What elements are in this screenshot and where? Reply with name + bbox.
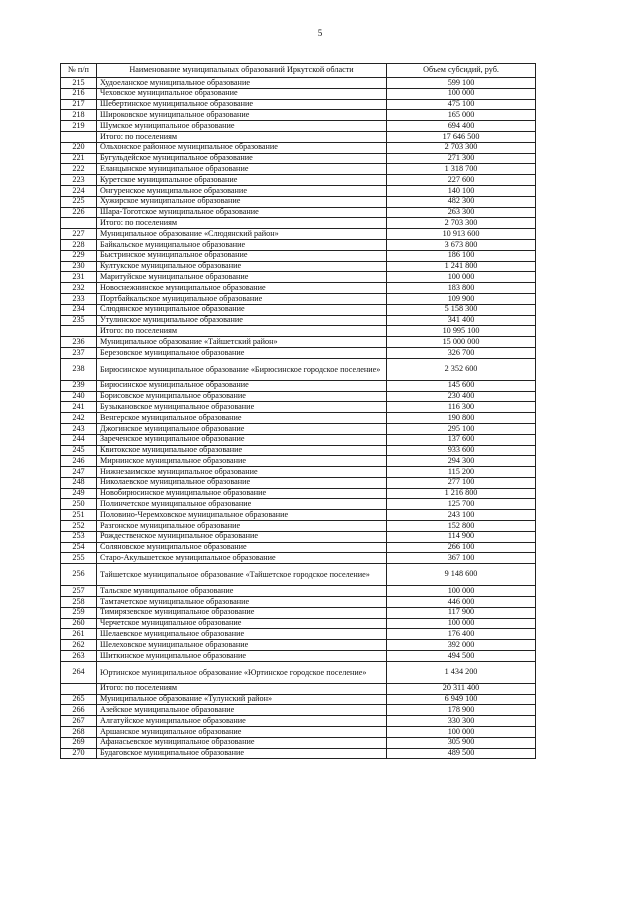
row-number-cell: 238 (61, 358, 97, 380)
table-row-total (61, 683, 536, 694)
row-amount-cell: 933 600 (387, 445, 536, 456)
table-body (61, 78, 536, 759)
row-number-cell: 232 (61, 283, 97, 294)
row-number-cell: 266 (61, 705, 97, 716)
row-amount-cell: 114 900 (387, 531, 536, 542)
row-amount-cell: 494 500 (387, 651, 536, 662)
row-name-cell: Хужирское муниципальное образование (97, 196, 387, 207)
table-row (61, 748, 536, 759)
row-name-cell: Куретское муниципальное образование (97, 175, 387, 186)
table-row (61, 347, 536, 358)
row-name-cell: Алгатуйское муниципальное образование (97, 716, 387, 727)
row-number-cell: 267 (61, 716, 97, 727)
row-amount-cell: 17 646 500 (387, 131, 536, 142)
row-name-cell: Тайшетское муниципальное образование «Тайшетское городское поселение» (97, 564, 387, 586)
row-amount-cell: 1 434 200 (387, 661, 536, 683)
row-amount-cell: 243 100 (387, 510, 536, 521)
row-name-cell: Бирюсинское муниципальное образование «Бирюсинское городское поселение» (97, 358, 387, 380)
row-number-cell: 218 (61, 110, 97, 121)
table-row (61, 597, 536, 608)
row-amount-cell: 117 900 (387, 607, 536, 618)
row-number-cell: 253 (61, 531, 97, 542)
row-amount-cell: 367 100 (387, 553, 536, 564)
table-row (61, 521, 536, 532)
row-name-cell: Маритуйское муниципальное образование (97, 272, 387, 283)
row-name-cell: Борисовское муниципальное образование (97, 391, 387, 402)
row-name-cell: Муниципальное образование «Тайшетский район» (97, 337, 387, 348)
row-name-cell: Половино-Черемховское муниципальное образование (97, 510, 387, 521)
table-row (61, 413, 536, 424)
row-amount-cell: 3 673 800 (387, 239, 536, 250)
row-amount-cell: 489 500 (387, 748, 536, 759)
row-amount-cell: 326 700 (387, 347, 536, 358)
table-header-row (61, 64, 536, 78)
table-row (61, 88, 536, 99)
table-row (61, 542, 536, 553)
table-row (61, 337, 536, 348)
row-name-cell: Квитокское муниципальное образование (97, 445, 387, 456)
row-amount-cell: 9 148 600 (387, 564, 536, 586)
row-amount-cell: 100 000 (387, 727, 536, 738)
row-amount-cell: 341 400 (387, 315, 536, 326)
row-amount-cell: 2 352 600 (387, 358, 536, 380)
row-name-cell: Бугульдейское муниципальное образование (97, 153, 387, 164)
row-name-cell: Венгерское муниципальное образование (97, 413, 387, 424)
row-name-cell: Соляновское муниципальное образование (97, 542, 387, 553)
row-amount-cell: 295 100 (387, 423, 536, 434)
row-name-cell: Березовское муниципальное образование (97, 347, 387, 358)
row-amount-cell: 115 200 (387, 467, 536, 478)
row-name-cell: Шара-Тоготское муниципальное образование (97, 207, 387, 218)
row-name-cell: Итого: по поселениям (97, 131, 387, 142)
page-number: 5 (317, 28, 323, 38)
row-name-cell: Муниципальное образование «Слюдянский район» (97, 229, 387, 240)
row-name-cell: Азейское муниципальное образование (97, 705, 387, 716)
row-number-cell: 261 (61, 629, 97, 640)
row-amount-cell: 5 158 300 (387, 304, 536, 315)
row-name-cell: Черчетское муниципальное образование (97, 618, 387, 629)
row-name-cell: Байкальское муниципальное образование (97, 239, 387, 250)
row-amount-cell: 475 100 (387, 99, 536, 110)
row-number-cell: 236 (61, 337, 97, 348)
table-row (61, 293, 536, 304)
row-number-cell: 219 (61, 121, 97, 132)
row-name-cell: Старо-Акульшетское муниципальное образование (97, 553, 387, 564)
row-number-cell: 215 (61, 78, 97, 89)
row-name-cell: Бирюсинское муниципальное образование (97, 380, 387, 391)
table-row (61, 727, 536, 738)
header-num: № п/п (61, 64, 97, 78)
row-name-cell: Итого: по поселениям (97, 218, 387, 229)
row-amount-cell: 165 000 (387, 110, 536, 121)
table-row (61, 488, 536, 499)
table-row (61, 283, 536, 294)
table-row (61, 164, 536, 175)
row-amount-cell: 190 800 (387, 413, 536, 424)
table-row (61, 445, 536, 456)
row-number-cell: 221 (61, 153, 97, 164)
row-amount-cell: 392 000 (387, 640, 536, 651)
row-number-cell: 247 (61, 467, 97, 478)
row-name-cell: Юртинское муниципальное образование «Юртинское городское поселение» (97, 661, 387, 683)
row-name-cell: Полинчетское муниципальное образование (97, 499, 387, 510)
table-row (61, 456, 536, 467)
table-row (61, 477, 536, 488)
row-number-cell: 270 (61, 748, 97, 759)
row-name-cell: Ольхонское районное муниципальное образование (97, 142, 387, 153)
table-row (61, 510, 536, 521)
row-number-cell: 263 (61, 651, 97, 662)
header-amount: Объем субсидий, руб. (387, 64, 536, 78)
table-row (61, 553, 536, 564)
row-number-cell: 243 (61, 423, 97, 434)
row-name-cell: Тимирязевское муниципальное образование (97, 607, 387, 618)
table-row (61, 651, 536, 662)
table-row (61, 358, 536, 380)
table-row-total (61, 326, 536, 337)
row-amount-cell: 116 300 (387, 402, 536, 413)
row-amount-cell: 305 900 (387, 737, 536, 748)
row-amount-cell: 294 300 (387, 456, 536, 467)
table-row (61, 705, 536, 716)
row-amount-cell: 2 703 300 (387, 218, 536, 229)
table-row (61, 737, 536, 748)
row-amount-cell: 100 000 (387, 272, 536, 283)
row-name-cell: Утулинское муниципальное образование (97, 315, 387, 326)
table-row (61, 185, 536, 196)
row-name-cell: Култукское муниципальное образование (97, 261, 387, 272)
row-amount-cell: 277 100 (387, 477, 536, 488)
row-name-cell: Шиткинское муниципальное образование (97, 651, 387, 662)
table-row (61, 110, 536, 121)
row-name-cell: Шебертинское муниципальное образование (97, 99, 387, 110)
row-amount-cell: 10 995 100 (387, 326, 536, 337)
row-number-cell: 216 (61, 88, 97, 99)
row-number-cell: 256 (61, 564, 97, 586)
row-name-cell: Онгуренское муниципальное образование (97, 185, 387, 196)
row-number-cell: 254 (61, 542, 97, 553)
row-amount-cell: 1 216 800 (387, 488, 536, 499)
row-name-cell: Муниципальное образование «Тулунский район» (97, 694, 387, 705)
row-number-cell: 227 (61, 229, 97, 240)
row-amount-cell: 1 241 800 (387, 261, 536, 272)
table-row (61, 121, 536, 132)
row-name-cell: Аршанское муниципальное образование (97, 727, 387, 738)
row-name-cell: Афанасьевское муниципальное образование (97, 737, 387, 748)
table-row (61, 618, 536, 629)
row-name-cell: Итого: по поселениям (97, 326, 387, 337)
row-amount-cell: 186 100 (387, 250, 536, 261)
row-number-cell: 249 (61, 488, 97, 499)
row-amount-cell: 20 311 400 (387, 683, 536, 694)
row-number-cell: 230 (61, 261, 97, 272)
row-amount-cell: 1 318 700 (387, 164, 536, 175)
row-name-cell: Тальское муниципальное образование (97, 586, 387, 597)
table-row (61, 239, 536, 250)
row-number-cell: 248 (61, 477, 97, 488)
table-row (61, 99, 536, 110)
row-amount-cell: 446 000 (387, 597, 536, 608)
row-amount-cell: 10 913 600 (387, 229, 536, 240)
row-name-cell: Рождественское муниципальное образование (97, 531, 387, 542)
row-number-cell: 220 (61, 142, 97, 153)
row-number-cell: 226 (61, 207, 97, 218)
table-row (61, 564, 536, 586)
row-name-cell: Широковское муниципальное образование (97, 110, 387, 121)
row-amount-cell: 263 300 (387, 207, 536, 218)
table-row (61, 196, 536, 207)
row-amount-cell: 227 600 (387, 175, 536, 186)
row-amount-cell: 694 400 (387, 121, 536, 132)
row-amount-cell: 152 800 (387, 521, 536, 532)
table-row (61, 499, 536, 510)
row-number-cell (61, 683, 97, 694)
table-row (61, 423, 536, 434)
table-row-total (61, 218, 536, 229)
row-amount-cell: 330 300 (387, 716, 536, 727)
row-number-cell: 252 (61, 521, 97, 532)
row-number-cell: 241 (61, 402, 97, 413)
row-name-cell: Зареченское муниципальное образование (97, 434, 387, 445)
row-amount-cell: 230 400 (387, 391, 536, 402)
row-number-cell (61, 326, 97, 337)
row-name-cell: Шелаевское муниципальное образование (97, 629, 387, 640)
row-amount-cell: 6 949 100 (387, 694, 536, 705)
row-number-cell: 231 (61, 272, 97, 283)
row-name-cell: Новобирюсинское муниципальное образование (97, 488, 387, 499)
row-number-cell: 222 (61, 164, 97, 175)
row-amount-cell: 137 600 (387, 434, 536, 445)
table-row (61, 229, 536, 240)
row-number-cell: 251 (61, 510, 97, 521)
row-amount-cell: 599 100 (387, 78, 536, 89)
row-name-cell: Разгонское муниципальное образование (97, 521, 387, 532)
row-number-cell: 234 (61, 304, 97, 315)
row-name-cell: Шелеховское муниципальное образование (97, 640, 387, 651)
table-row (61, 629, 536, 640)
row-name-cell: Шумское муниципальное образование (97, 121, 387, 132)
row-number-cell: 246 (61, 456, 97, 467)
row-number-cell: 233 (61, 293, 97, 304)
row-number-cell: 242 (61, 413, 97, 424)
table-row (61, 250, 536, 261)
row-amount-cell: 100 000 (387, 88, 536, 99)
row-number-cell: 240 (61, 391, 97, 402)
row-number-cell: 268 (61, 727, 97, 738)
row-number-cell: 228 (61, 239, 97, 250)
table-row (61, 467, 536, 478)
subsidy-table (60, 63, 536, 759)
row-amount-cell: 266 100 (387, 542, 536, 553)
row-name-cell: Джогинское муниципальное образование (97, 423, 387, 434)
table-row (61, 304, 536, 315)
row-name-cell: Быстринское муниципальное образование (97, 250, 387, 261)
row-number-cell: 225 (61, 196, 97, 207)
table-row (61, 261, 536, 272)
row-number-cell: 223 (61, 175, 97, 186)
table-row (61, 380, 536, 391)
row-amount-cell: 140 100 (387, 185, 536, 196)
table-row (61, 153, 536, 164)
row-name-cell: Слюдянское муниципальное образование (97, 304, 387, 315)
row-amount-cell: 125 700 (387, 499, 536, 510)
row-number-cell (61, 131, 97, 142)
row-amount-cell: 109 900 (387, 293, 536, 304)
row-amount-cell: 2 703 300 (387, 142, 536, 153)
row-number-cell (61, 218, 97, 229)
table-row (61, 531, 536, 542)
table-row (61, 586, 536, 597)
row-number-cell: 264 (61, 661, 97, 683)
row-number-cell: 269 (61, 737, 97, 748)
row-number-cell: 245 (61, 445, 97, 456)
table-row (61, 661, 536, 683)
row-amount-cell: 176 400 (387, 629, 536, 640)
row-number-cell: 258 (61, 597, 97, 608)
row-amount-cell: 100 000 (387, 618, 536, 629)
row-number-cell: 255 (61, 553, 97, 564)
row-number-cell: 260 (61, 618, 97, 629)
row-number-cell: 235 (61, 315, 97, 326)
table-row (61, 694, 536, 705)
row-name-cell: Новоснежнинское муниципальное образование (97, 283, 387, 294)
row-number-cell: 250 (61, 499, 97, 510)
row-number-cell: 229 (61, 250, 97, 261)
row-number-cell: 257 (61, 586, 97, 597)
row-amount-cell: 271 300 (387, 153, 536, 164)
table-row (61, 78, 536, 89)
row-amount-cell: 482 300 (387, 196, 536, 207)
row-name-cell: Чеховское муниципальное образование (97, 88, 387, 99)
row-name-cell: Портбайкальское муниципальное образование (97, 293, 387, 304)
table-row (61, 175, 536, 186)
row-name-cell: Мирнинское муниципальное образование (97, 456, 387, 467)
row-name-cell: Итого: по поселениям (97, 683, 387, 694)
row-amount-cell: 145 600 (387, 380, 536, 391)
table-row (61, 391, 536, 402)
table-row (61, 607, 536, 618)
row-number-cell: 224 (61, 185, 97, 196)
row-name-cell: Худоеланское муниципальное образование (97, 78, 387, 89)
row-number-cell: 265 (61, 694, 97, 705)
row-name-cell: Нижнезаимское муниципальное образование (97, 467, 387, 478)
table-row (61, 402, 536, 413)
row-name-cell: Тамтачетское муниципальное образование (97, 597, 387, 608)
row-number-cell: 217 (61, 99, 97, 110)
row-name-cell: Еланцынское муниципальное образование (97, 164, 387, 175)
row-name-cell: Николаевское муниципальное образование (97, 477, 387, 488)
row-number-cell: 239 (61, 380, 97, 391)
table-row (61, 640, 536, 651)
table-row (61, 315, 536, 326)
row-amount-cell: 178 900 (387, 705, 536, 716)
row-number-cell: 259 (61, 607, 97, 618)
header-name: Наименование муниципальных образований Иркутской области (97, 64, 387, 78)
table-row (61, 434, 536, 445)
row-amount-cell: 183 800 (387, 283, 536, 294)
table-row (61, 207, 536, 218)
table-row (61, 716, 536, 727)
row-number-cell: 262 (61, 640, 97, 651)
row-number-cell: 237 (61, 347, 97, 358)
row-name-cell: Будаговское муниципальное образование (97, 748, 387, 759)
row-name-cell: Бузыкановское муниципальное образование (97, 402, 387, 413)
table-row (61, 142, 536, 153)
table-row-total (61, 131, 536, 142)
row-amount-cell: 15 000 000 (387, 337, 536, 348)
table-row (61, 272, 536, 283)
row-amount-cell: 100 000 (387, 586, 536, 597)
row-number-cell: 244 (61, 434, 97, 445)
